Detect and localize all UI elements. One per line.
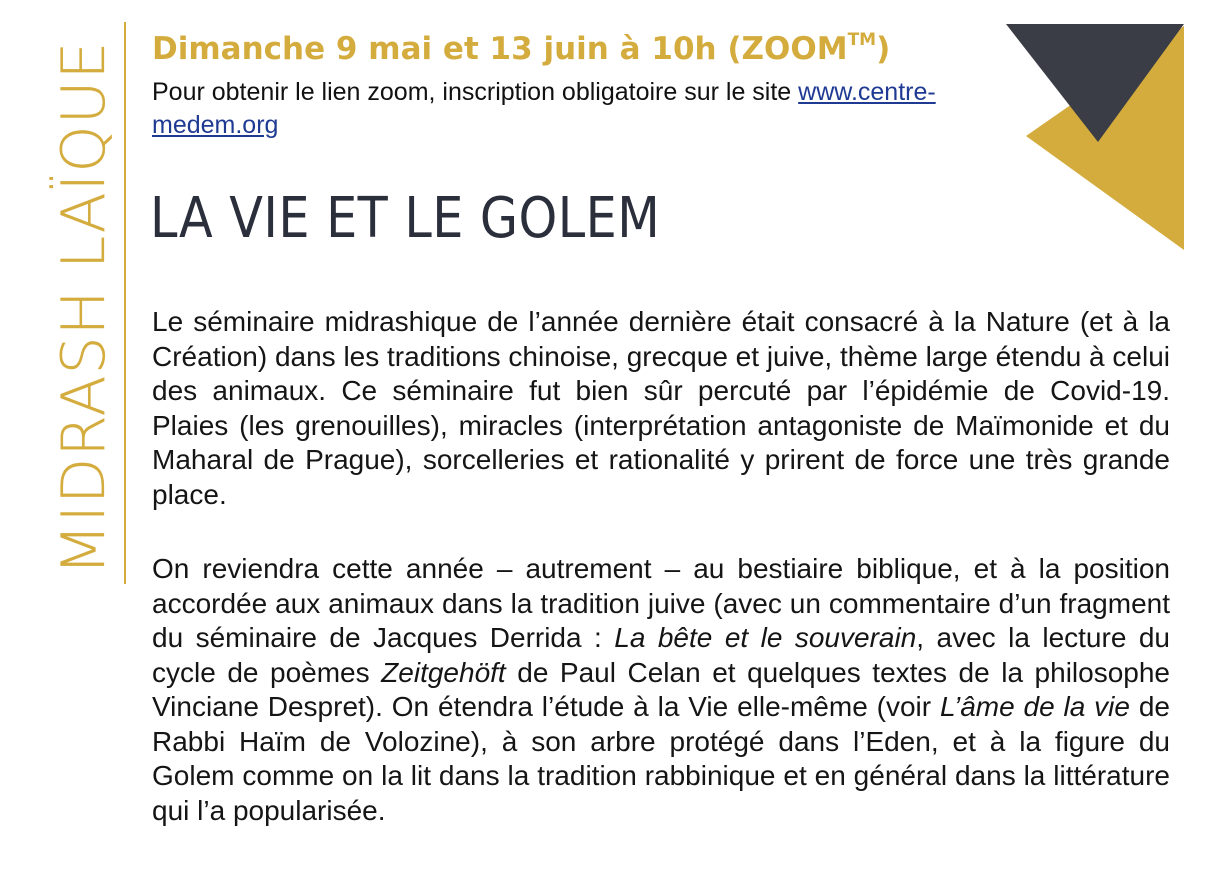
book-title-derrida: La bête et le souverain <box>614 622 917 653</box>
vertical-title-text: MIDRASH LAÏQUE <box>49 40 119 576</box>
event-date-line: Dimanche 9 mai et 13 juin à 10h (ZOOM™) <box>152 30 891 67</box>
paragraph-intro: Le séminaire midrashique de l’année dernière était consacré à la Nature (et à la Création) dans les traditions chinoise, grecque et juive, thème large étendu à celui des animaux. Ce séminaire fut bien sûr percuté par l’épidémie de Covid-19. Plaies (les grenouilles), miracles (interprétation antagoniste de Maïmonide et du Maharal de Prague), sorcelleries et rationalité y prirent de force une très grande place. <box>152 306 1170 510</box>
corner-triangles-graphic <box>1000 18 1190 254</box>
registration-note: Pour obtenir le lien zoom, inscription obligatoire sur le site www.centre-medem.org <box>152 78 936 139</box>
book-title-volozine: L’âme de la vie <box>939 691 1130 722</box>
paragraph-program: On reviendra cette année – autrement – au bestiaire biblique, et à la position accordée aux animaux dans la tradition juive (avec un commentaire d’un fragment du séminaire de Jacques Derrida : La bête et le souverain, avec la lecture du cycle de poèmes Zeitgehöft de Paul Celan et quelques textes de la philosophe Vinciane Despret). On étendra l’étude à la Vie elle-même (voir L’âme de la vie de Rabbi Haïm de Volozine), à son arbre protégé dans l’Eden, et à la figure du Golem comme on la lit dans la tradition rabbinique et en général dans la littérature qui l’a popularisée. <box>152 553 1170 826</box>
vertical-title <box>48 30 120 586</box>
trademark-superscript: TM <box>847 30 877 50</box>
poem-cycle-title: Zeitgehöft <box>381 656 506 688</box>
registration-link[interactable]: www.centre-medem.org <box>152 78 936 139</box>
vertical-divider <box>124 22 126 584</box>
page-title: LA VIE ET LE GOLEM <box>150 186 661 251</box>
